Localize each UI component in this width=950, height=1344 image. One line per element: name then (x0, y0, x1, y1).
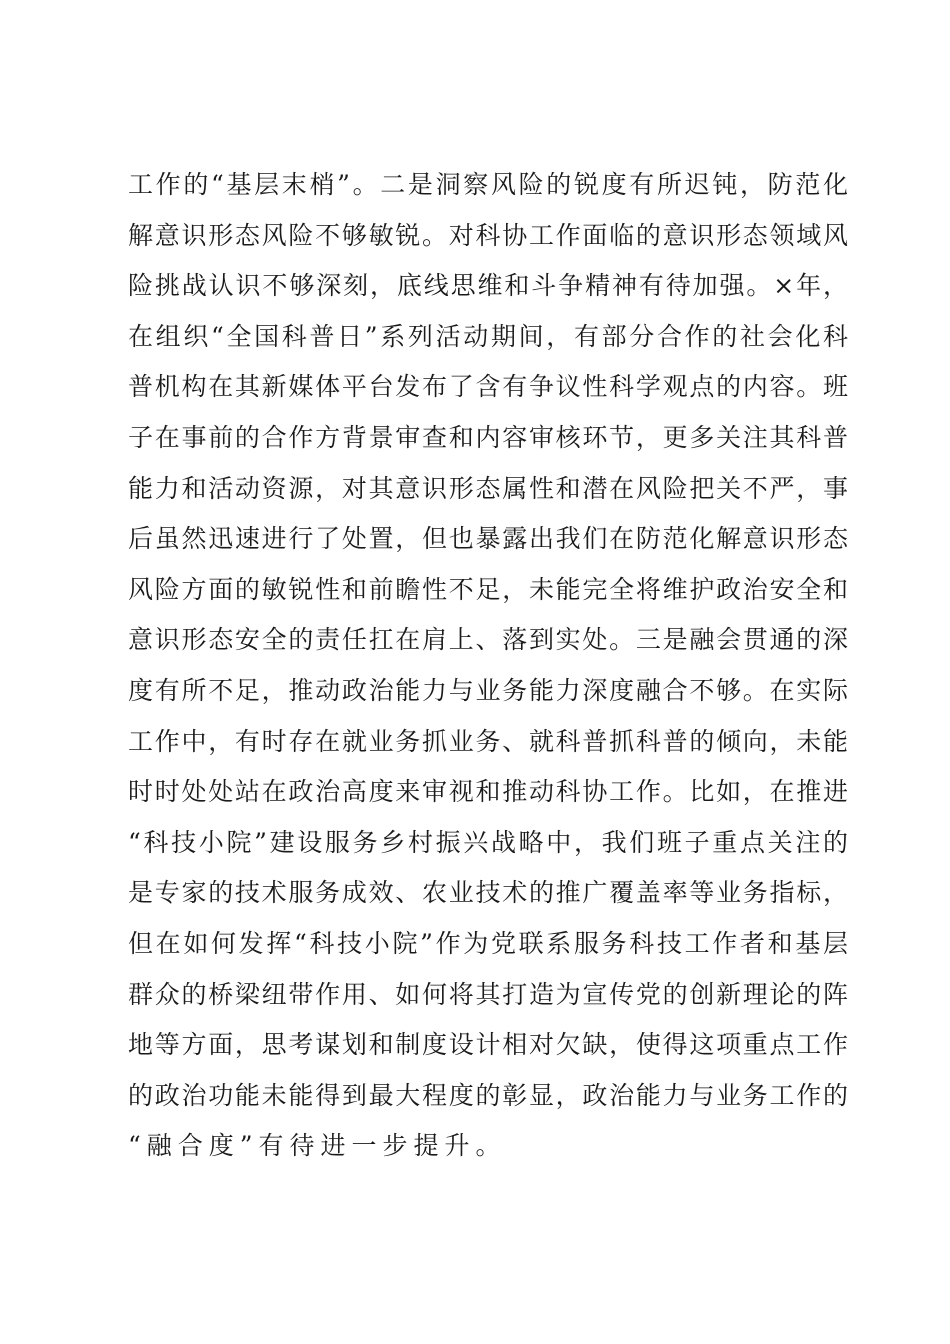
text-line: 在组织“全国科普日”系列活动期间，有部分合作的社会化科 (128, 321, 848, 351)
text-line: 工作的“基层末梢”。二是洞察风险的锐度有所迟钝，防范化 (128, 170, 848, 199)
text-line: 时时处处站在政治高度来审视和推动科协工作。比如，在推进 (128, 777, 848, 807)
text-line: 度有所不足，推动政治能力与业务能力深度融合不够。在实际 (128, 675, 848, 705)
body-paragraph (128, 160, 848, 1172)
text-line: 是专家的技术服务成效、农业技术的推广覆盖率等业务指标， (128, 878, 848, 908)
text-line: 险挑战认识不够深刻，底线思维和斗争精神有待加强。×年， (128, 271, 848, 301)
text-line: “融合度”有待进一步提升。 (128, 1131, 507, 1161)
text-line: 能力和活动资源，对其意识形态属性和潜在风险把关不严，事 (128, 473, 848, 503)
text-line: 工作中，有时存在就业务抓业务、就科普抓科普的倾向，未能 (128, 726, 848, 756)
text-line: 意识形态安全的责任扛在肩上、落到实处。三是融会贯通的深 (128, 625, 848, 655)
text-line: 的政治功能未能得到最大程度的彰显，政治能力与业务工作的 (128, 1080, 848, 1110)
text-line: 但在如何发挥“科技小院”作为党联系服务科技工作者和基层 (128, 928, 848, 958)
text-line: 普机构在其新媒体平台发布了含有争议性科学观点的内容。班 (128, 372, 848, 402)
text-line: “科技小院”建设服务乡村振兴战略中，我们班子重点关注的 (128, 827, 848, 857)
text-line: 地等方面，思考谋划和制度设计相对欠缺，使得这项重点工作 (128, 1030, 848, 1060)
text-line: 子在事前的合作方背景审查和内容审核环节，更多关注其科普 (128, 422, 848, 452)
text-line: 解意识形态风险不够敏锐。对科协工作面临的意识形态领域风 (128, 220, 848, 250)
text-line: 后虽然迅速进行了处置，但也暴露出我们在防范化解意识形态 (128, 524, 848, 554)
text-line: 群众的桥梁纽带作用、如何将其打造为宣传党的创新理论的阵 (128, 979, 848, 1009)
text-line: 风险方面的敏锐性和前瞻性不足，未能完全将维护政治安全和 (128, 574, 848, 604)
